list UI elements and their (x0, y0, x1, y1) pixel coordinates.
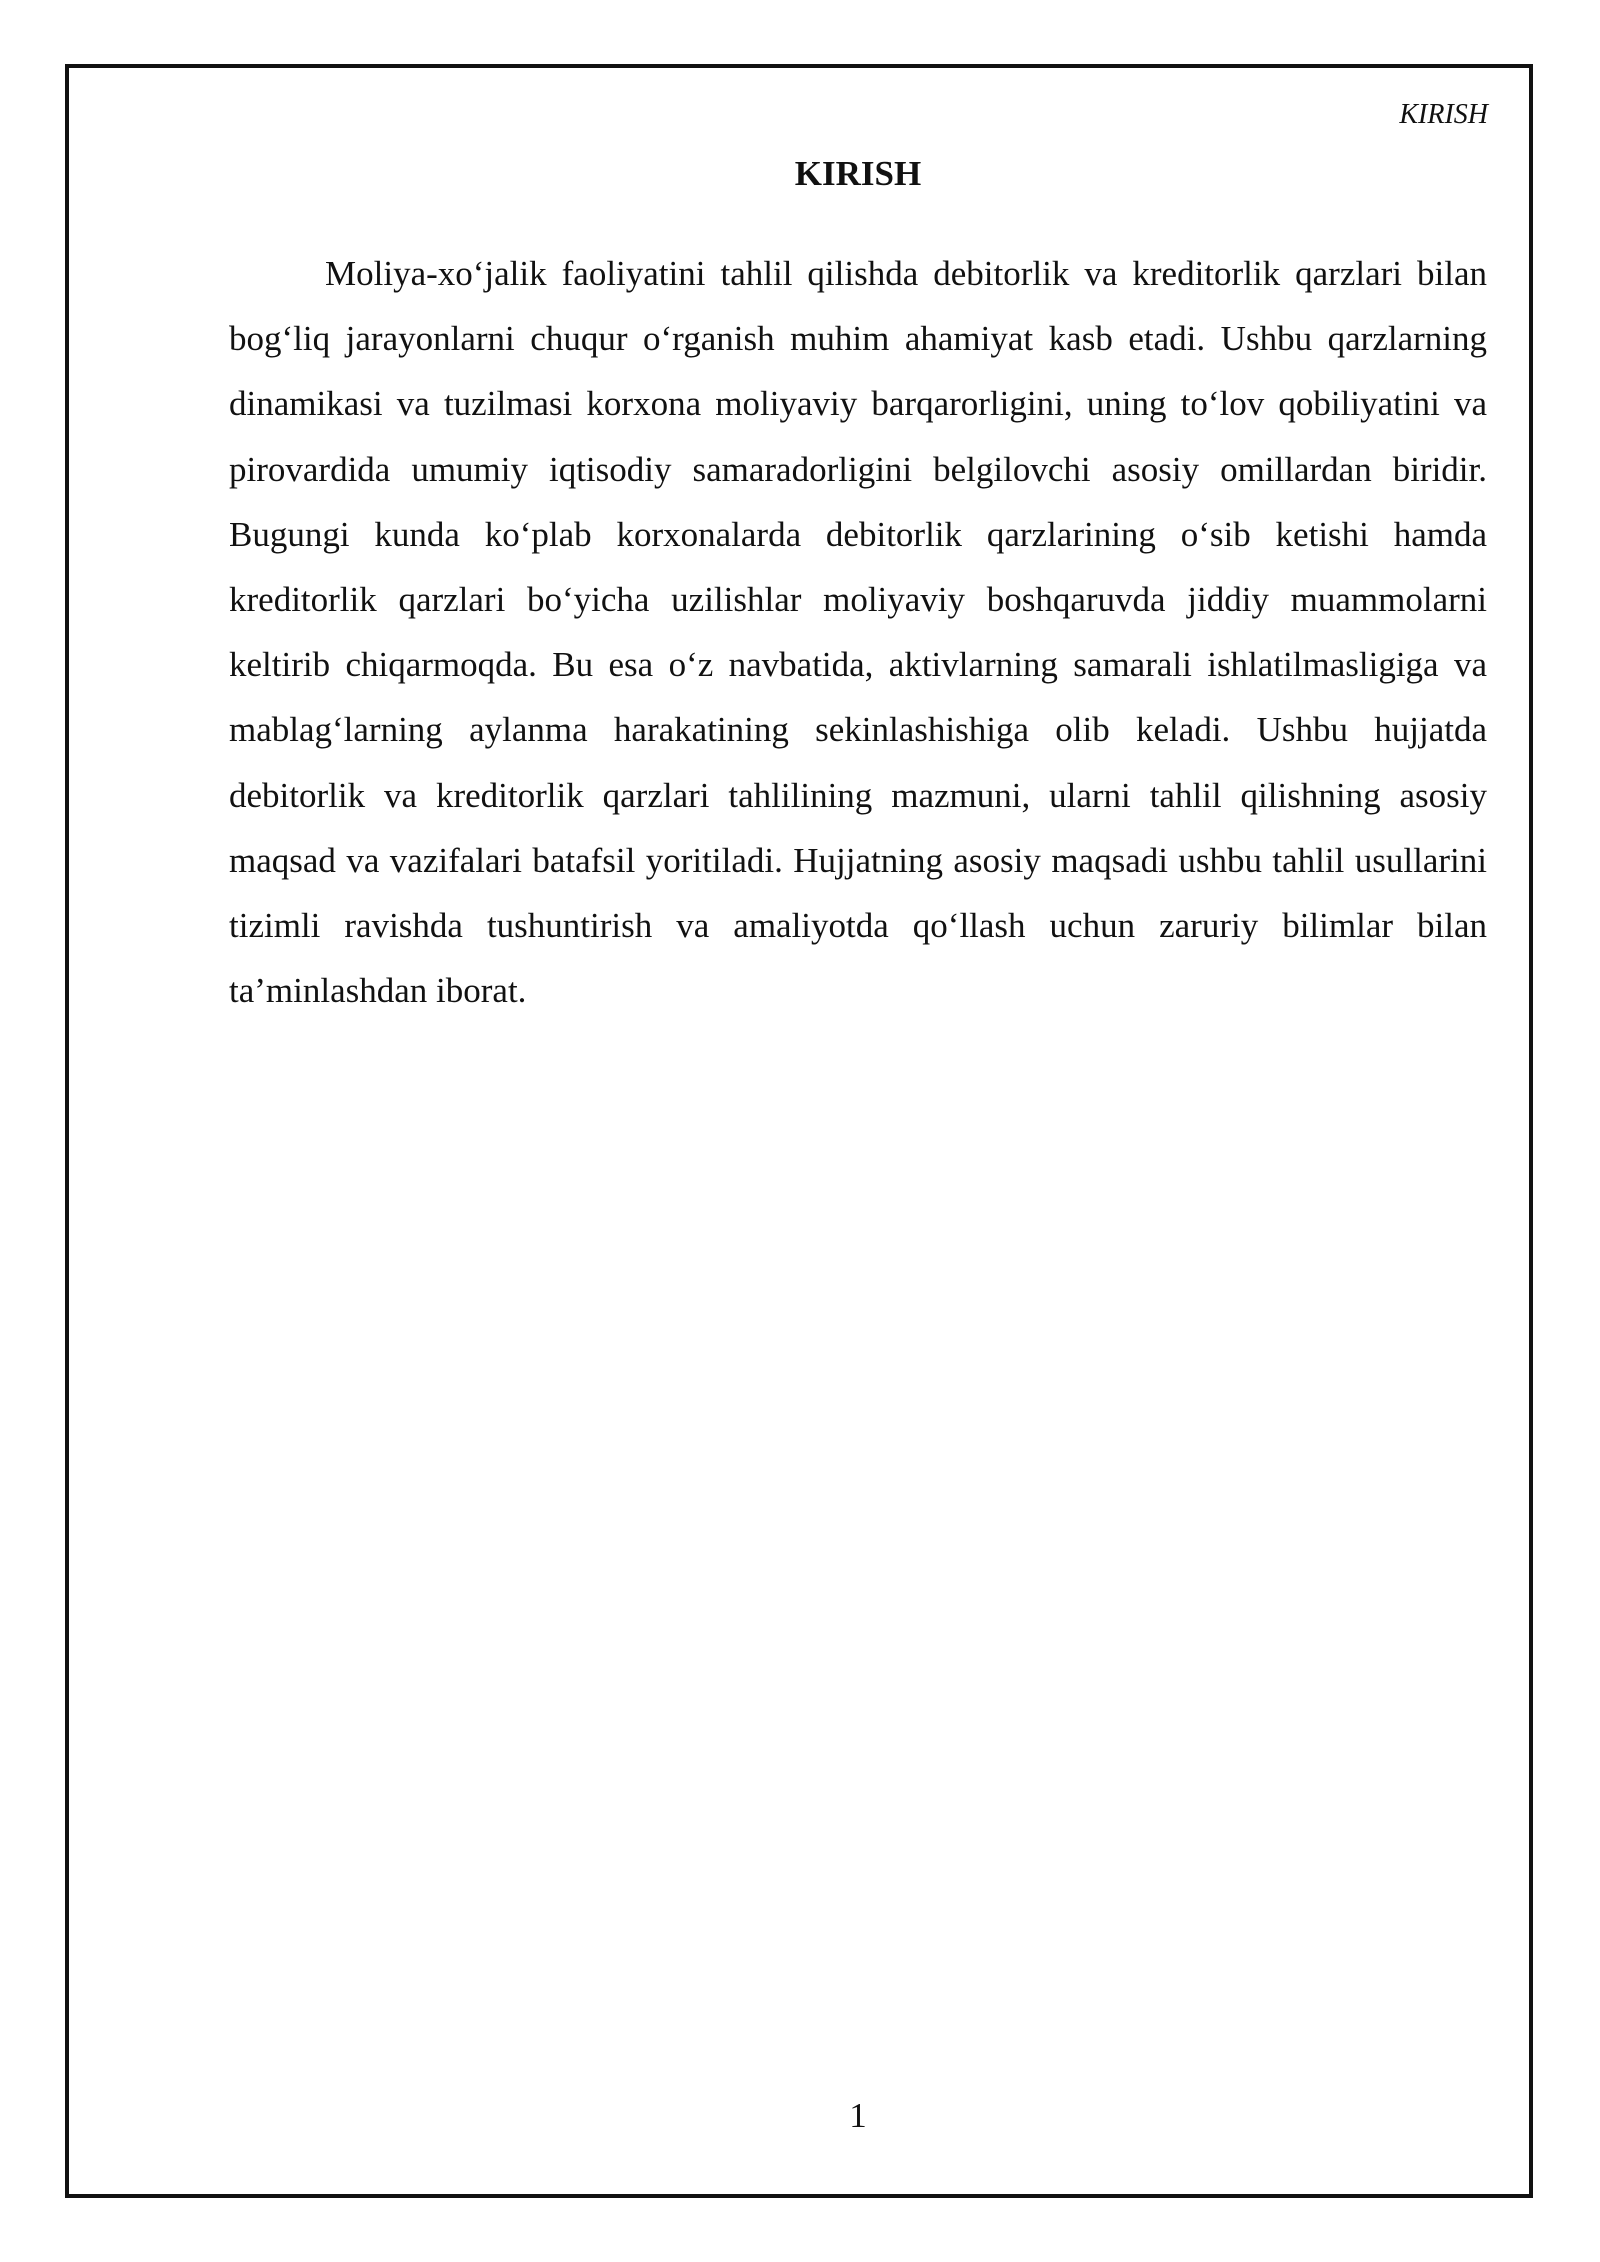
running-header: KIRISH (1399, 99, 1488, 130)
page-number: 1 (849, 2096, 867, 2135)
page-title: KIRISH (794, 154, 922, 193)
body-paragraph: Moliya-xo‘jalik faoliyatini tahlil qilishda debitorlik va kreditorlik qarzlari bilan bog‘liq jarayonlarni chuqur o‘rganish muhim ahamiyat kasb etadi. Ushbu qarzlarning dinamikasi va tuzilmasi korxona moliyaviy barqarorligini, uning to‘lov qobiliyatini va pirovardida umumiy iqtisodiy samaradorligini belgilovchi asosiy omillardan biridir. Bugungi kunda ko‘plab korxonalarda debitorlik qarzlarining o‘sib ketishi hamda kreditorlik qarzlari bo‘yicha uzilishlar moliyaviy boshqaruvda jiddiy muammolarni keltirib chiqarmoqda. Bu esa o‘z navbatida, aktivlarning samarali ishlatilmasligiga va mablag‘larning aylanma harakatining sekinlashishiga olib keladi. Ushbu hujjatda debitorlik va kreditorlik qarzlari tahlilining mazmuni, ularni tahlil qilishning asosiy maqsad va vazifalari batafsil yoritiladi. Hujjatning asosiy maqsadi ushbu tahlil usullarini tizimli ravishda tushuntirish va amaliyotda qo‘llash uchun zaruriy bilimlar bilan ta’minlashdan iborat. (229, 254, 1487, 1011)
